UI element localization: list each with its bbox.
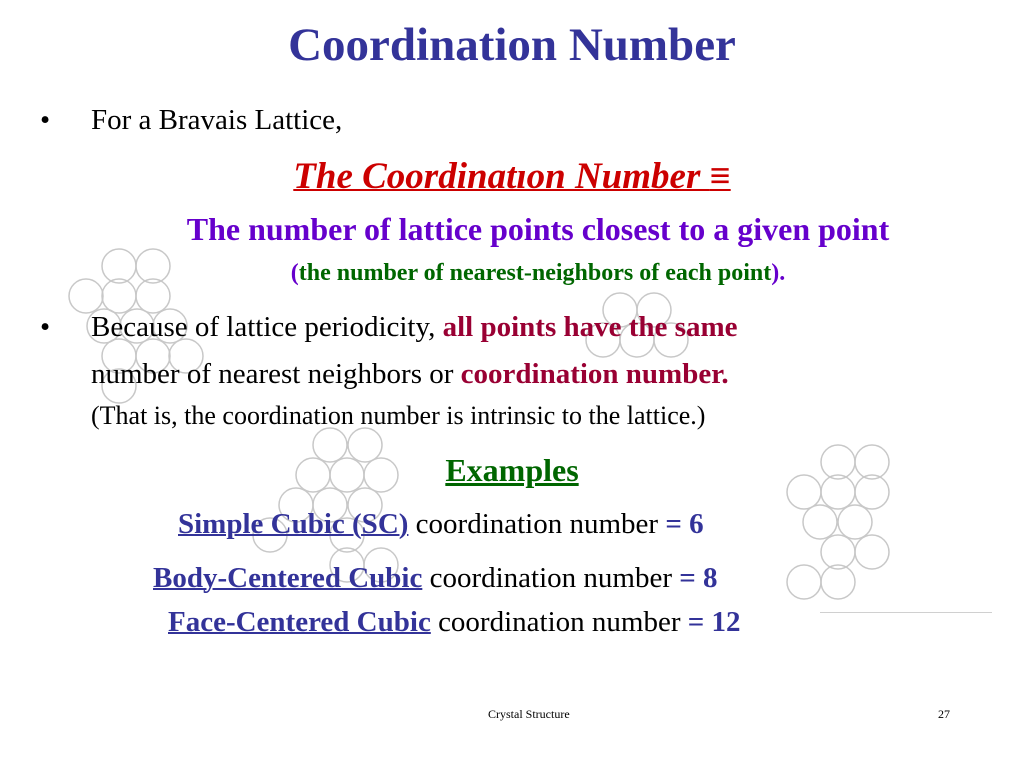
definition-term <box>0 155 1024 198</box>
intrinsic-note: (That is, the coordination number is intrinsic to the lattice.) <box>91 401 706 430</box>
emphasis-same-points: all points have the same <box>442 311 738 343</box>
example-body-centered-cubic <box>153 562 718 595</box>
link-face-centered-cubic[interactable]: Face-Centered Cubic <box>168 606 431 638</box>
bullet-text-neighbors <box>91 358 729 391</box>
link-simple-cubic[interactable]: Simple Cubic (SC) <box>178 508 409 540</box>
page-number: 27 <box>938 707 950 721</box>
example-face-centered-cubic <box>168 606 741 639</box>
example-value: = 6 <box>665 508 704 540</box>
definition-line: The number of lattice points closest to a given point <box>186 211 890 247</box>
definition-parenthetical <box>0 260 1024 287</box>
definition-term-text: The Coordinatıon Number <box>293 156 710 197</box>
slide-title: Coordination Number <box>288 19 736 71</box>
example-label: coordination number <box>430 606 688 638</box>
paren-open: ( <box>290 260 299 286</box>
examples-heading: Examples <box>445 452 579 488</box>
bullet-text-periodicity <box>91 311 737 344</box>
example-value: = 12 <box>687 606 741 638</box>
periodicity-text: Because of lattice periodicity, <box>91 311 443 343</box>
divider-line <box>820 612 992 613</box>
footer-title: Crystal Structure <box>488 707 570 721</box>
bullet-text-bravais: For a Bravais Lattice, <box>91 104 343 136</box>
paren-close: ). <box>771 260 786 286</box>
example-value: = 8 <box>679 562 718 594</box>
bullet-marker: • <box>40 311 51 343</box>
bullet-marker: • <box>40 104 51 136</box>
period: . <box>721 358 729 390</box>
emphasis-coordination-number: coordination number <box>460 358 722 390</box>
example-label: coordination number <box>422 562 680 594</box>
equivalence-symbol: ≡ <box>709 156 731 197</box>
example-simple-cubic <box>178 508 704 541</box>
example-label: coordination number <box>408 508 666 540</box>
neighbors-text: number of nearest neighbors or <box>91 358 461 390</box>
definition-parenthetical-text: the number of nearest-neighbors of each point <box>298 260 772 286</box>
link-body-centered-cubic[interactable]: Body-Centered Cubic <box>153 562 423 594</box>
